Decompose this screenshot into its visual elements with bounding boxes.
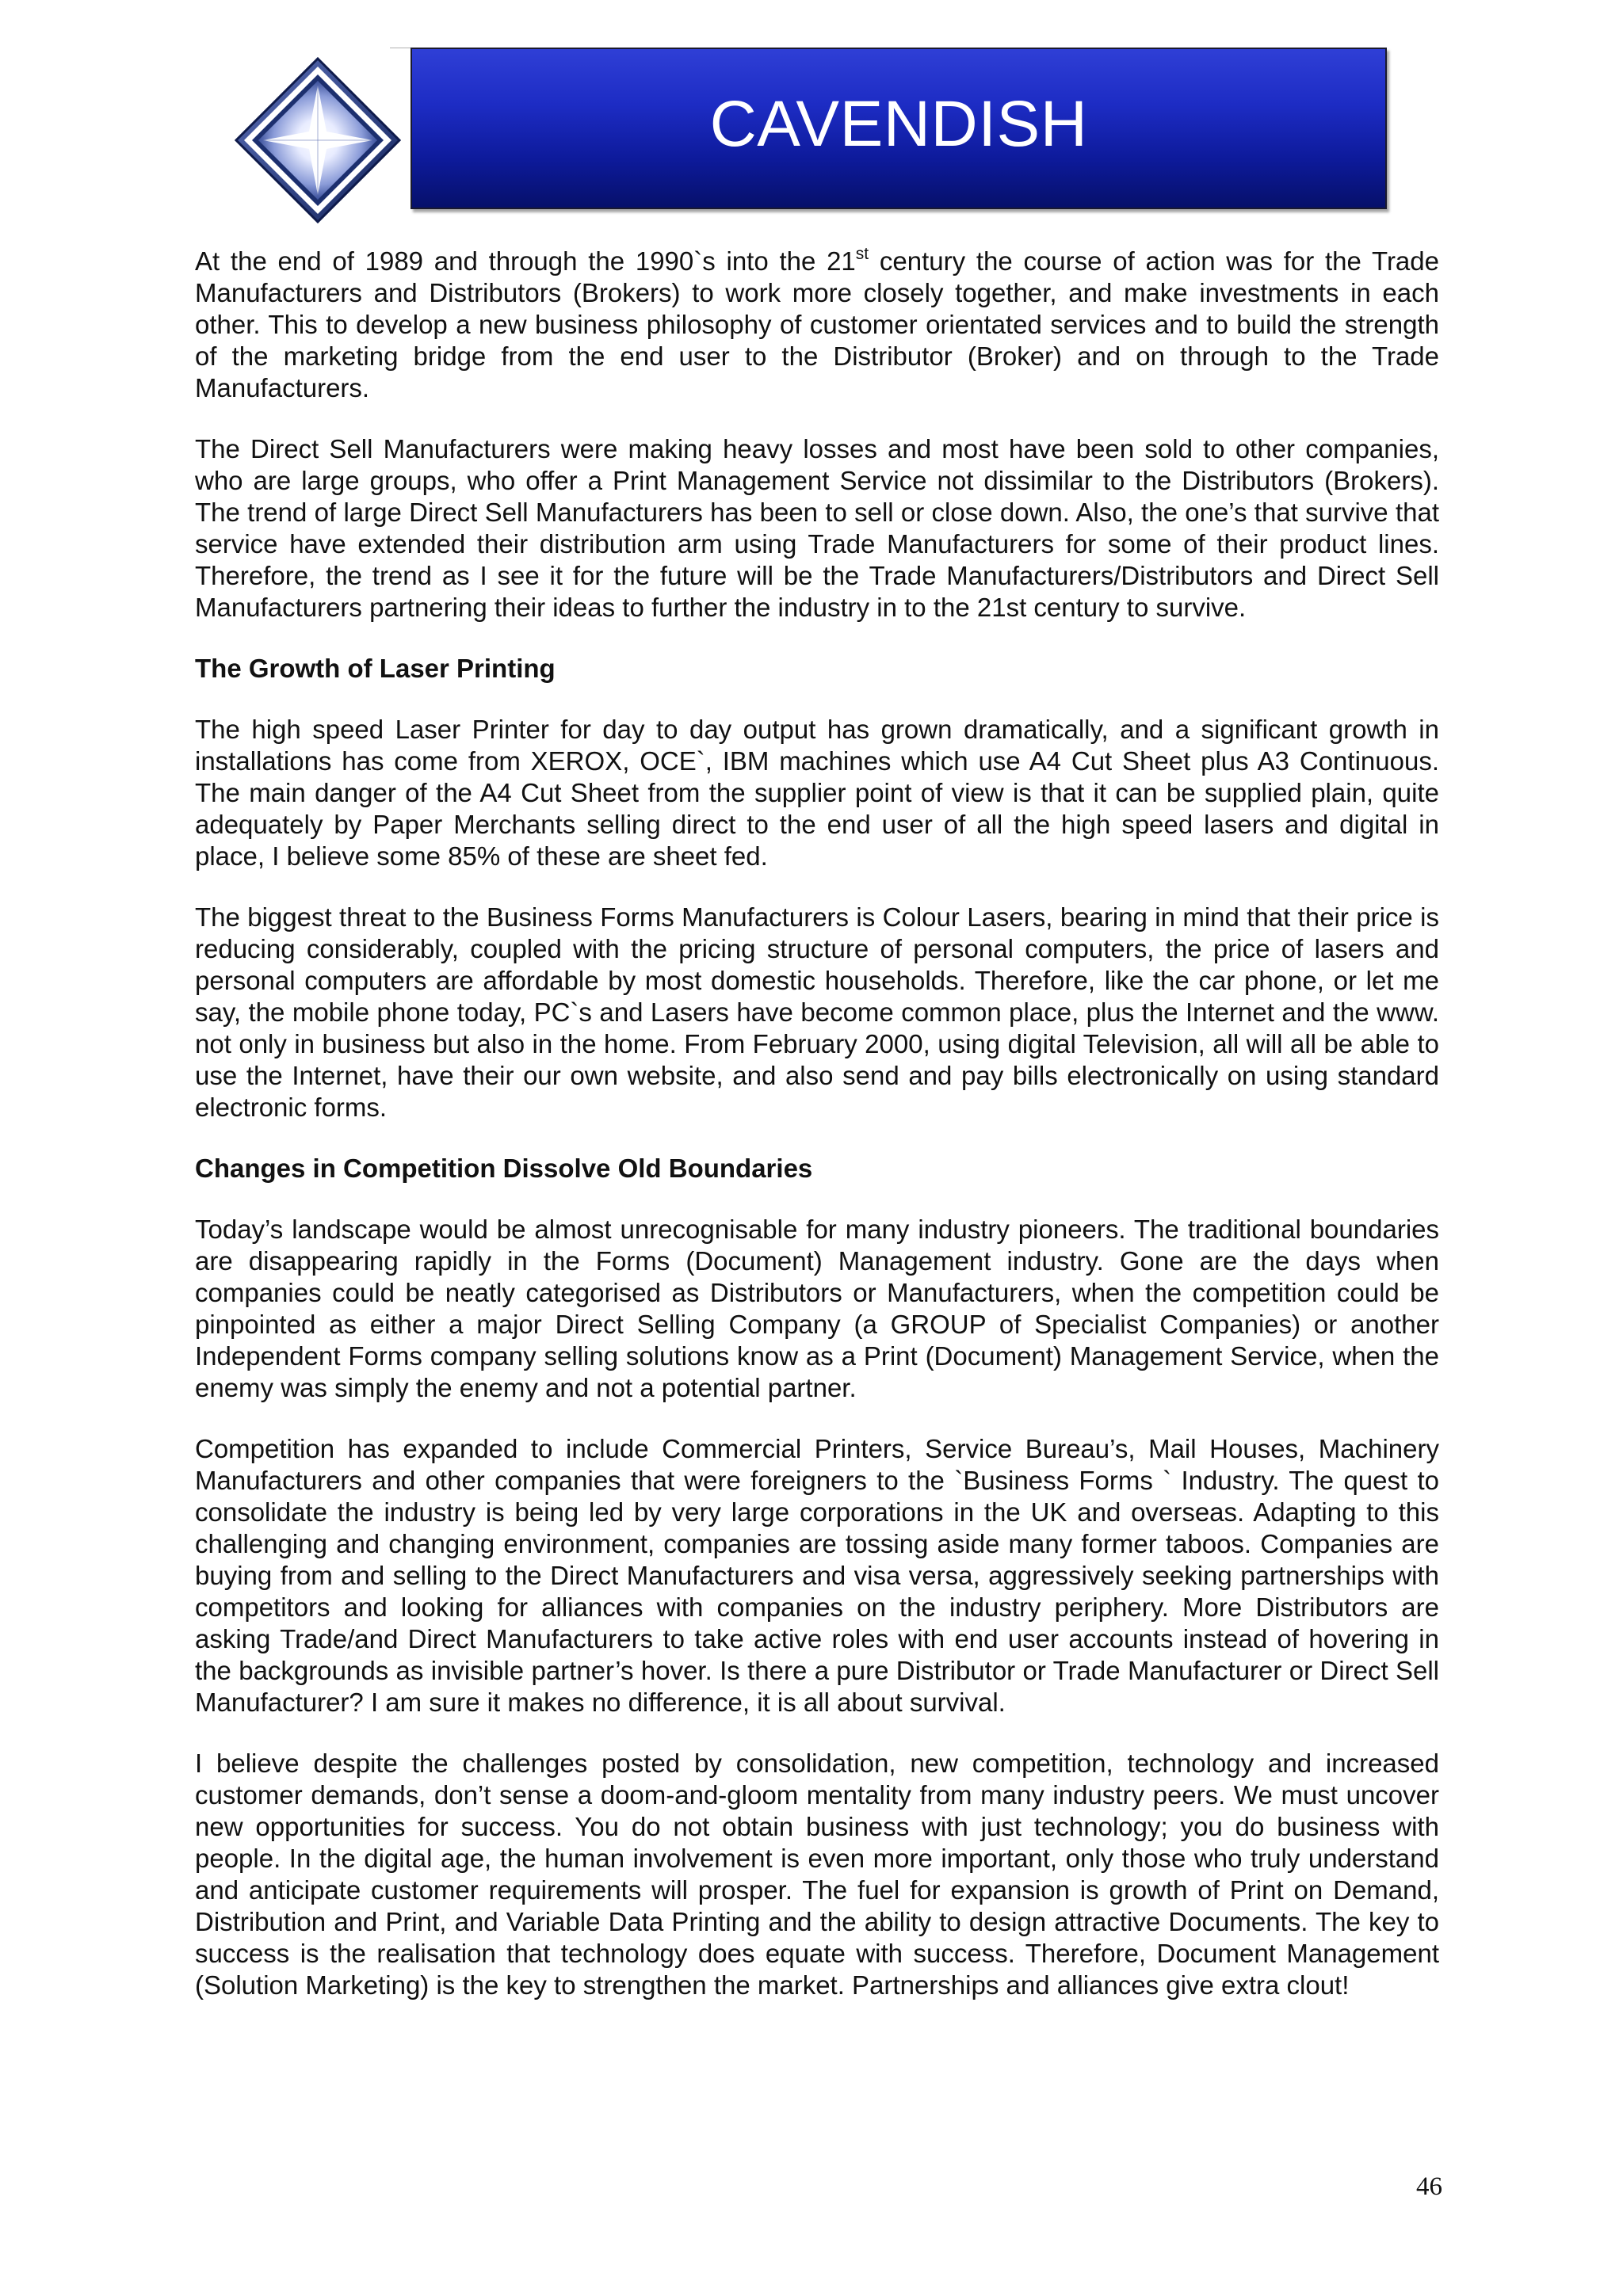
paragraph-intro-text-a: At the end of 1989 and through the 1990`s into the 21 [195, 246, 856, 276]
paragraph-intro-text-b: century the course of action was for the Trade Manufacturers and Distributors (Brokers) to work more closely together, and make investments in each other. This to develop a new business philosophy of customer orientated services and to build the strength of the marketing bridge from the end user to the Distributor (Broker) and on through to the Trade Manufacturers. [195, 246, 1439, 402]
paragraph-intro [195, 246, 1439, 404]
ordinal-superscript: st [855, 245, 869, 263]
paragraph-laser-printer: The high speed Laser Printer for day to day output has grown dramatically, and a significant growth in installations has come from XEROX, OCE`, IBM machines which use A4 Cut Sheet plus A3 Continuous. The main danger of the A4 Cut Sheet from the supplier point of view is that it can be supplied plain, quite adequately by Paper Merchants selling direct to the end user of all the high speed lasers and digital in place, I believe some 85% of these are sheet fed. [195, 715, 1439, 871]
paragraph-landscape: Today’s landscape would be almost unrecognisable for many industry pioneers. The traditional boundaries are disappearing rapidly in the Forms (Document) Management industry. Gone are the days when companies could be neatly categorised as Distributors or Manufacturers, when the competition could be pinpointed as either a major Direct Selling Company (a GROUP of Specialist Companies) or another Independent Forms company selling solutions know as a Print (Document) Management Service, when the enemy was simply the enemy and not a potential partner. [195, 1215, 1439, 1402]
heading-competition: Changes in Competition Dissolve Old Boundaries [195, 1154, 813, 1183]
banner-title: CAVENDISH [709, 88, 1088, 160]
heading-laser-printing: The Growth of Laser Printing [195, 654, 556, 683]
header-banner [411, 48, 1387, 209]
diamond-star-logo-icon [235, 57, 401, 223]
paragraph-colour-lasers: The biggest threat to the Business Forms Manufacturers is Colour Lasers, bearing in mind that their price is reducing considerably, coupled with the pricing structure of personal computers, the price of lasers and personal computers are affordable by most domestic households. Therefore, like the car phone, or let me say, the mobile phone today, PC`s and Lasers have become common place, plus the Internet and the www. not only in business but also in the home. From February 2000, using digital Television, all will all be able to use the Internet, have their our own website, and also send and pay bills electronically on using standard electronic forms. [195, 902, 1439, 1122]
paragraph-competition-expanded: Competition has expanded to include Commercial Printers, Service Bureau’s, Mail Houses, Machinery Manufacturers and other companies that were foreigners to the `Business Forms ` Industry. The quest to consolidate the industry is being led by very large corporations in the UK and overseas. Adapting to this challenging and changing environment, companies are tossing aside many former taboos. Companies are buying from and selling to the Direct Manufacturers and visa versa, aggressively seeking partnerships with competitors and looking for alliances with companies on the industry periphery. More Distributors are asking Trade/and Direct Manufacturers to take active roles with end user accounts instead of hovering in the backgrounds as invisible partner’s hover. Is there a pure Distributor or Trade Manufacturer or Direct Sell Manufacturer? I am sure it makes no difference, it is all about survival. [195, 1434, 1439, 1717]
page-number: 46 [1416, 2172, 1442, 2201]
paragraph-direct-sell: The Direct Sell Manufacturers were making heavy losses and most have been sold to other companies, who are large groups, who offer a Print Management Service not dissimilar to the Distributors (Brokers). The trend of large Direct Sell Manufacturers has been to sell or close down. Also, the one’s that survive that service have extended their distribution arm using Trade Manufacturers for some of their product lines. Therefore, the trend as I see it for the future will be the Trade Manufacturers/Distributors and Direct Sell Manufacturers partnering their ideas to further the industry in to the 21st century to survive. [195, 434, 1439, 622]
document-body [195, 246, 1439, 2031]
paragraph-challenges: I believe despite the challenges posted by consolidation, new competition, technology and increased customer demands, don’t sense a doom-and-gloom mentality from many industry peers. We must uncover new opportunities for success. You do not obtain business with just technology; you do business with people. In the digital age, the human involvement is even more important, only those who truly understand and anticipate customer requirements will prosper. The fuel for expansion is growth of Print on Demand, Distribution and Print, and Variable Data Printing and the ability to design attractive Documents. The key to success is the realisation that technology does equate with success. Therefore, Document Management (Solution Marketing) is the key to strengthen the market. Partnerships and alliances give extra clout! [195, 1749, 1439, 2000]
